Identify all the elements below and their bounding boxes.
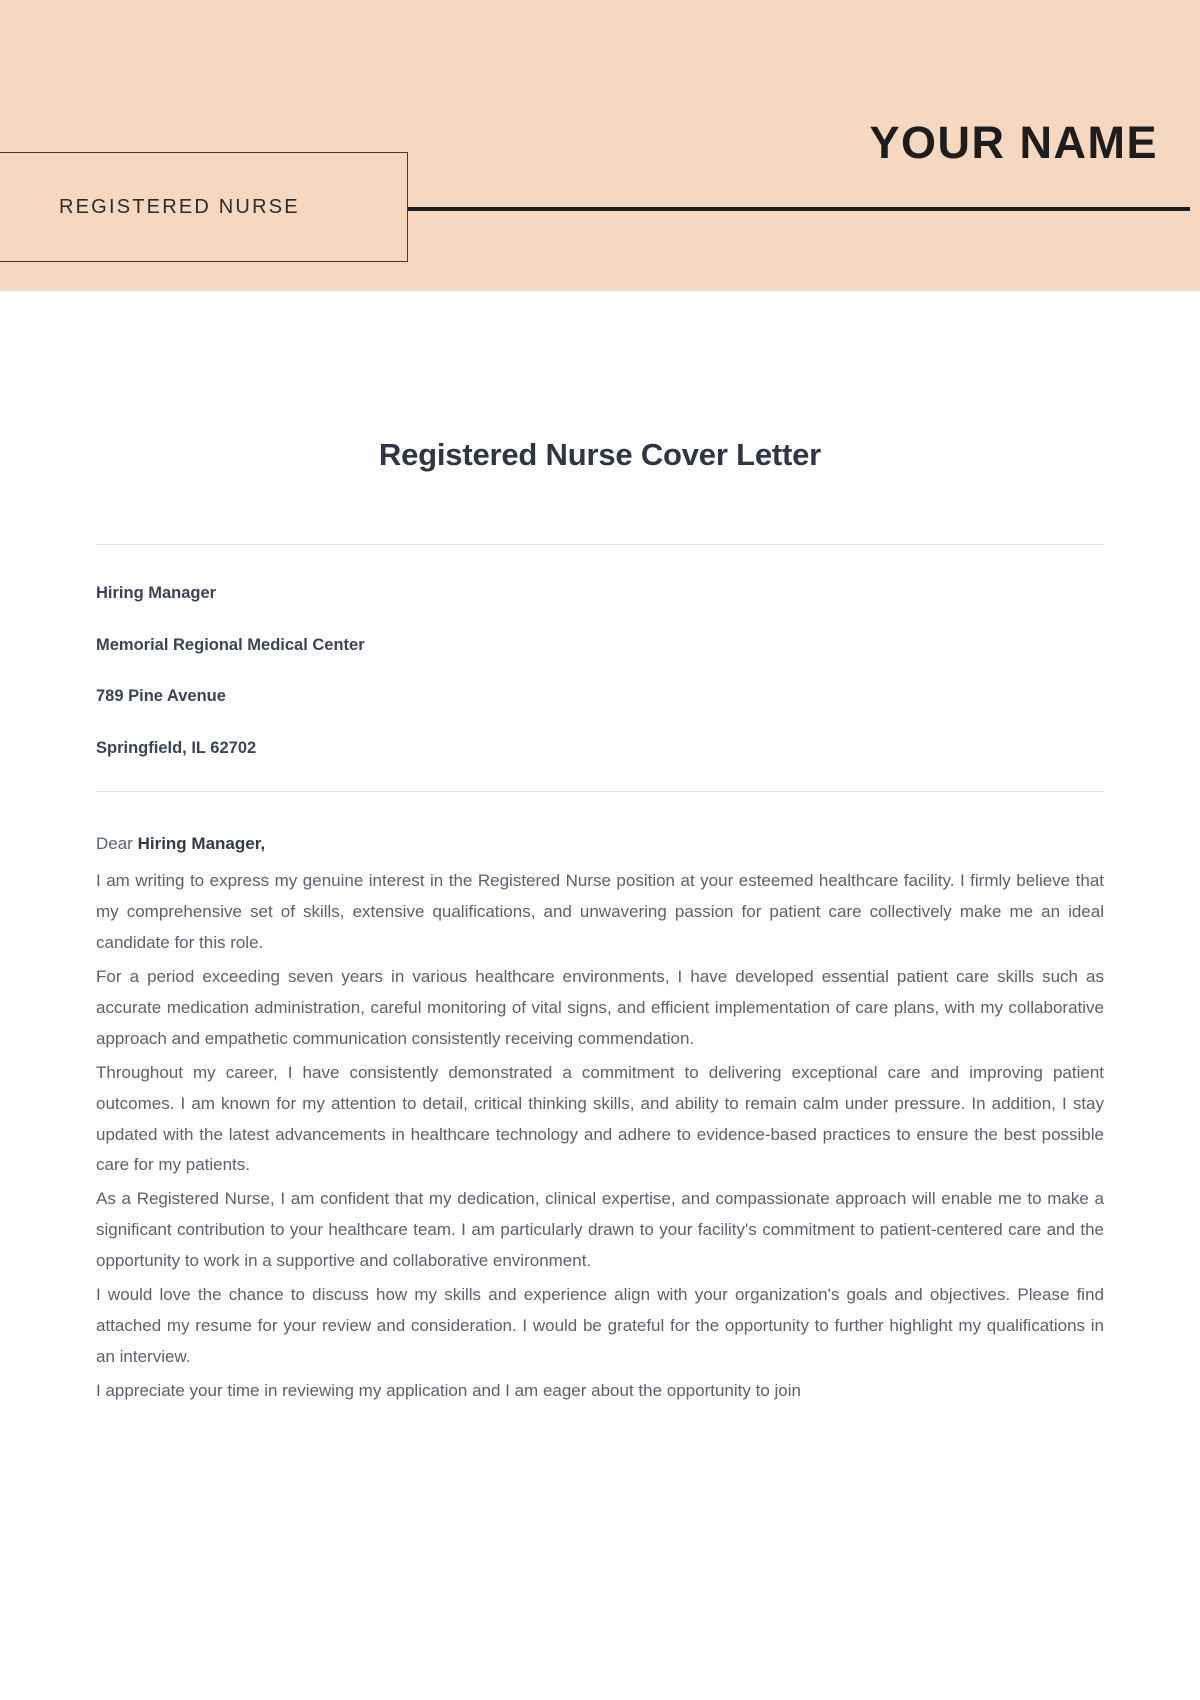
- letter-paragraph: As a Registered Nurse, I am confident that my dedication, clinical expertise, and compassionate approach will enable me to make a significant contribution to your healthcare team. I am particularly drawn to your facility's commitment to patient-centered care and the opportunity to work in a supportive and collaborative environment.: [96, 1189, 1104, 1271]
- recipient-line: Hiring Manager: [96, 584, 217, 602]
- divider-bottom: [96, 791, 1104, 792]
- recipient-line: Springfield, IL 62702: [96, 738, 257, 757]
- letter-paragraph: I am writing to express my genuine interest in the Registered Nurse position at your esteemed healthcare facility. I firmly believe that my comprehensive set of skills, extensive qualifications, and unwavering passion for patient care collectively make me an ideal candidate for this role.: [96, 871, 1104, 952]
- recipient-line: 789 Pine Avenue: [96, 687, 226, 705]
- letter-body: [96, 834, 1104, 1407]
- recipient-line: Memorial Regional Medical Center: [96, 635, 365, 654]
- salutation: [96, 834, 1104, 854]
- job-title-text: REGISTERED NURSE: [59, 195, 300, 218]
- document-body: [0, 437, 1200, 1407]
- salutation-name: Hiring Manager,: [137, 834, 266, 853]
- letterhead-banner: [0, 0, 1200, 291]
- recipient-block: [96, 585, 1104, 756]
- letter-paragraph: Throughout my career, I have consistently demonstrated a commitment to delivering exceptional care and improving patient outcomes. I am known for my attention to detail, critical thinking skills, and ability to remain calm under pressure. In addition, I stay updated with the latest advancements in healthcare technology and adhere to evidence-based practices to ensure the best possible care for my patients.: [96, 1062, 1104, 1175]
- page-title: Registered Nurse Cover Letter: [378, 437, 822, 472]
- letter-paragraph: I would love the chance to discuss how my skills and experience align with your organization's goals and objectives. Please find attached my resume for your review and consideration. I would be grateful for the opportunity to further highlight my qualifications in an interview.: [96, 1285, 1104, 1367]
- letter-paragraph: I appreciate your time in reviewing my application and I am eager about the opportunity to join: [96, 1381, 801, 1400]
- header-rule: [408, 207, 1190, 211]
- letter-paragraph: For a period exceeding seven years in various healthcare environments, I have developed essential patient care skills such as accurate medication administration, careful monitoring of vital signs, and efficient implementation of care plans, with my collaborative approach and empathetic communication consistently receiving commendation.: [96, 966, 1104, 1048]
- salutation-prefix: Dear: [96, 834, 138, 853]
- job-title-box: [0, 152, 408, 262]
- applicant-name: YOUR NAME: [869, 117, 1158, 168]
- divider-top: [96, 544, 1104, 545]
